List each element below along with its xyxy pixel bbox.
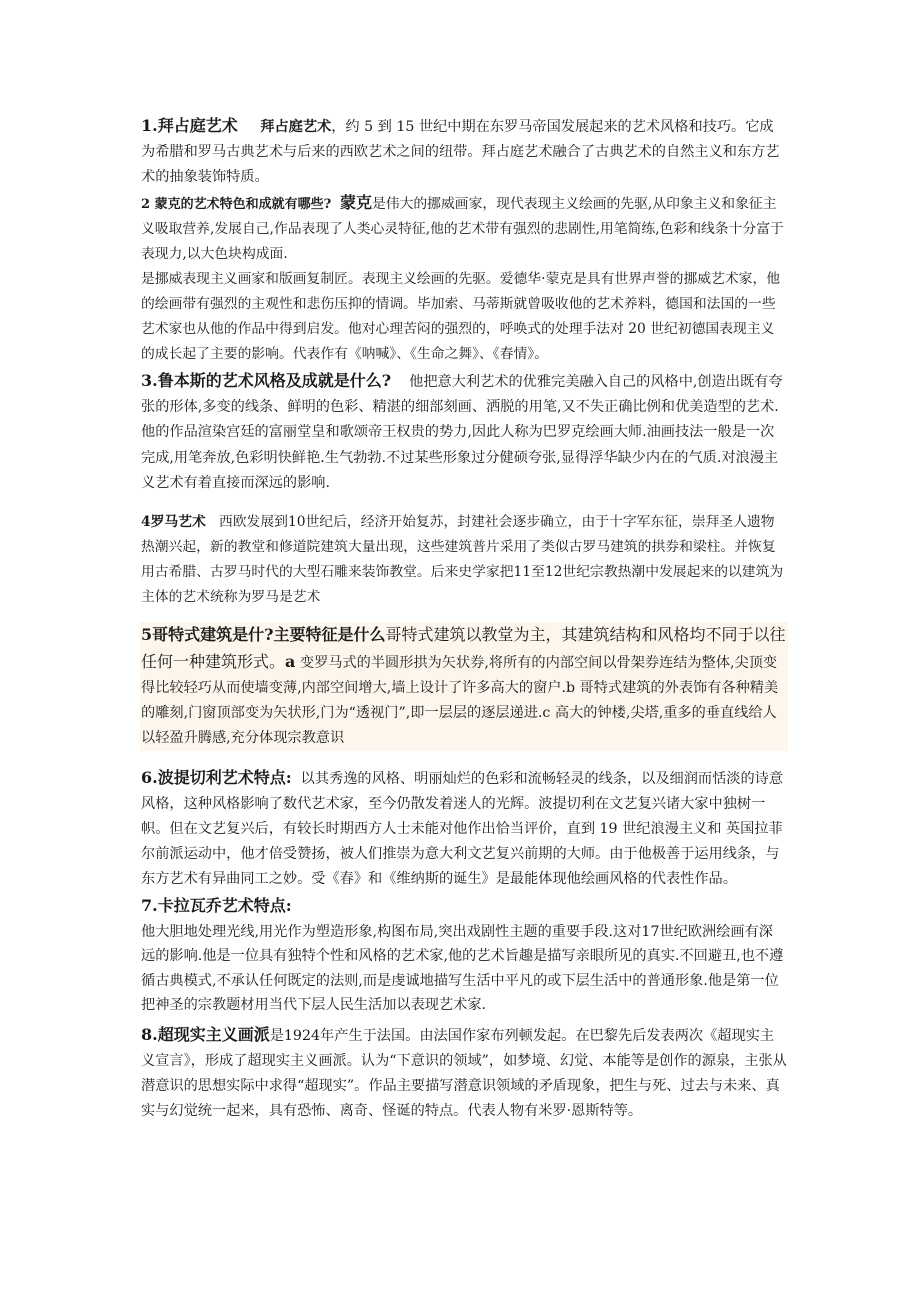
section-text: 是伟大的挪威画家，现代表现主义绘画的先驱,从印象主义和象征主义吸取营养,发展自己,作品表现了人类心灵特征,他的艺术带有强烈的悲剧性,用笔简练,色彩和线条十分富于表现力,以大色块构成面.	[141, 196, 784, 262]
section-byzantine-art	[140, 113, 788, 190]
section-surrealism	[140, 1022, 788, 1124]
section-text-big: 哥特式建筑以教堂为主，其建筑结构和风格均不同于以往任何一种建筑形式。	[141, 625, 786, 672]
section-rubens	[140, 368, 788, 496]
section-title: 3.鲁本斯的艺术风格及成就是什么?	[141, 371, 392, 390]
section-text: 西欧发展到10世纪后，经济开始复苏，封建社会逐步确立，由于十字军东征，崇拜圣人遗物热潮兴起，新的教堂和修道院建筑大量出现，这些建筑普片采用了类似古罗马建筑的拱券和梁柱。并恢复用古希腊、古罗马时代的大型石雕来装饰教堂。后来史学家把11至12世纪宗教热潮中发展起来的以建筑为主体的艺术统称为罗马是艺术	[141, 514, 784, 606]
section-title: 5哥特式建筑是什?主要特征是什么	[141, 625, 386, 645]
document-body	[140, 113, 788, 1124]
section-title: 2 蒙克的艺术特色和成就有哪些?	[141, 197, 332, 212]
section-text: ，约 5 到 15 世纪中期在东罗马帝国发展起来的艺术风格和技巧。它成为希腊和罗马古典艺术与后来的西欧艺术之间的纽带。拜占庭艺术融合了古典艺术的自然主义和东方艺术的抽象装饰特质。	[141, 119, 780, 185]
section-title: 8.超现实主义画派	[141, 1024, 270, 1044]
section-marker: a	[285, 652, 296, 672]
section-roman-art	[140, 510, 788, 610]
section-gothic	[140, 622, 788, 751]
section-text: 以其秀逸的风格、明丽灿烂的色彩和流畅轻灵的线条，以及细润而恬淡的诗意风格，这种风格影响了数代艺术家，至今仍散发着迷人的光辉。波提切利在文艺复兴诸大家中独树一帜。但在文艺复兴后，有较长时期西方人士未能对他作出恰当评价，直到 19 世纪浪漫主义和 英国拉菲尔前派运动中，他才倍受赞扬，被人们推崇为意大利文艺复兴前期的大师。由于他极善于运用线条，与东方艺术有异曲同工之妙。受《春》和《维纳斯的诞生》是最能体现他绘画风格的代表性作品。	[141, 771, 784, 888]
section-caravaggio	[140, 894, 788, 1018]
section-title: 7.卡拉瓦乔艺术特点:	[141, 896, 292, 916]
section-text: 他大胆地处理光线,用光作为塑造形象,构图布局,突出戏剧性主题的重要手段.这对17世纪欧洲绘画有深远的影响.他是一位具有独特个性和风格的艺术家,他的艺术旨趣是描写亲眼所见的真实.不回避丑,也不遵循古典模式,不承认任何既定的法则,而是虔诚地描写生活中平凡的或下层生活中的普通形象.他是第一位把神圣的宗教题材用当代下层人民生活加以表现艺术家.	[141, 923, 784, 1014]
section-title: 1.拜占庭艺术	[141, 116, 238, 135]
section-text: 是1924年产生于法国。由法国作家布列顿发起。在巴黎先后发表两次《超现实主义宣言》，形成了超现实主义画派。认为“下意识的领域”，如梦境、幻觉、本能等是创作的源泉，主张从潜意识的思想实际中求得“超现实”。作品主要描写潜意识领域的矛盾现象，把生与死、过去与未来、真实与幻觉统一起来，具有恐怖、离奇、怪诞的特点。代表人物有米罗·恩斯特等。	[141, 1027, 787, 1119]
section-botticelli	[140, 765, 788, 892]
section-munch	[140, 190, 788, 367]
section-lead: 拜占庭艺术	[260, 119, 332, 135]
section-title: 6.波提切利艺术特点:	[141, 768, 292, 788]
section-text: 他把意大利艺术的优雅完美融入自己的风格中,创造出既有夸张的形体,多变的线条、鲜明的色彩、精湛的细部刻画、洒脱的用笔,又不失正确比例和优美造型的艺术.他的作品渲染宫廷的富丽堂皇和歌颂帝王权贵的势力,因此人称为巴罗克绘画大师.油画技法一般是一次完成,用笔奔放,色彩明快鲜艳.生气勃勃.不过某些形象过分健硕夸张,显得浮华缺少内在的气质.对浪漫主义艺术有着直接而深远的影响.	[141, 374, 783, 491]
section-lead: 蒙克	[339, 193, 372, 212]
section-text-2: 是挪威表现主义画家和版画复制匠。表现主义绘画的先驱。爱德华·蒙克是具有世界声誉的挪威艺术家，他的绘画带有强烈的主观性和悲伤压抑的情调。毕加索、马蒂斯就曾吸收他的艺术养料，德国和法国的一些艺术家也从他的作品中得到启发。他对心理苦闷的强烈的，呼唤式的处理手法对 20 世纪初德国表现主义的成长起了主要的影响。代表作有《呐喊》、《生命之舞》、《春情》。	[141, 271, 781, 362]
section-text: 变罗马式的半圆形拱为矢状券,将所有的内部空间以骨架券连结为整体,尖顶变得比较轻巧从而使墙变薄,内部空间增大,墙上设计了许多高大的窗户.b 哥特式建筑的外表饰有各种精美的雕刻,门窗顶部变为矢状形,门为“透视门”,即一层层的逐层递进.c 高大的钟楼,尖塔,重多的垂直线给人以轻盈升腾感,充分体现宗教意识	[141, 655, 779, 747]
section-title: 4罗马艺术	[141, 514, 206, 531]
